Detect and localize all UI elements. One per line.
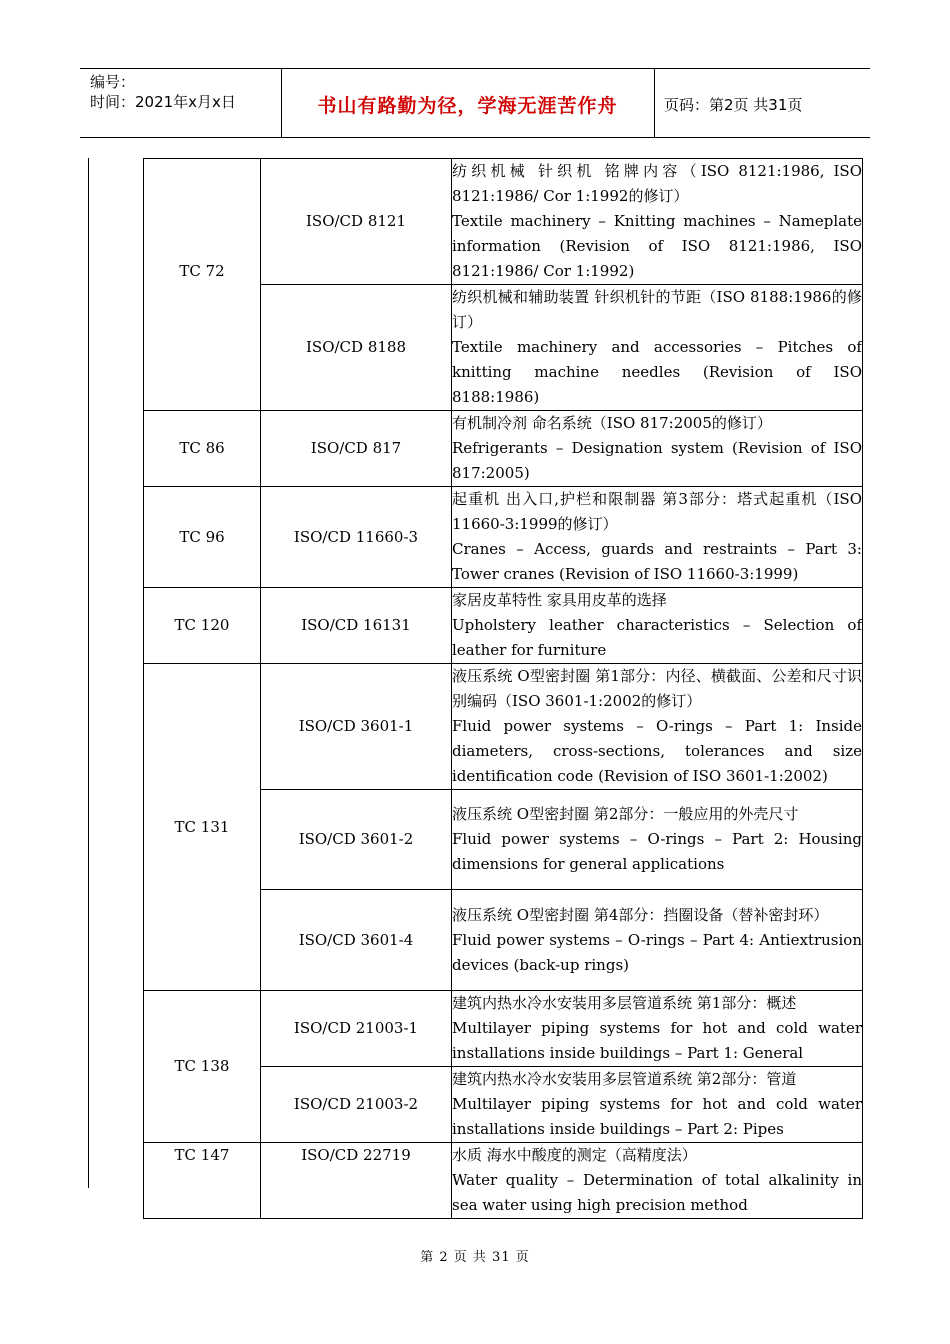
standard-number-cell: ISO/CD 8121 bbox=[261, 159, 452, 285]
title-english: Multilayer piping systems for hot and cold water installations inside buildings – Part 2: Pipes bbox=[452, 1095, 862, 1138]
table-row bbox=[144, 1143, 863, 1219]
header-page-info: 页码：第2页 共31页 bbox=[664, 96, 803, 114]
header-motto: 书山有路勤为径，学海无涯苦作舟 bbox=[317, 95, 618, 117]
title-english: Textile machinery and accessories – Pitches of knitting machine needles (Revision of ISO 8188:1986) bbox=[452, 338, 862, 406]
title-english: Water quality – Determination of total alkalinity in sea water using high precision method bbox=[452, 1171, 862, 1214]
title-chinese: 液压系统 O型密封圈 第4部分：挡圈设备（替补密封环） bbox=[452, 905, 829, 924]
tc-cell: TC 131 bbox=[144, 664, 261, 991]
standards-table bbox=[143, 158, 863, 1219]
standard-number-cell: ISO/CD 16131 bbox=[261, 588, 452, 664]
standard-number-cell: ISO/CD 3601-2 bbox=[261, 790, 452, 890]
title-chinese: 纺织机械和辅助装置 针织机针的节距（ISO 8188:1986的修订） bbox=[452, 288, 862, 331]
header-motto-cell bbox=[281, 69, 655, 137]
title-chinese: 水质 海水中酸度的测定（高精度法） bbox=[452, 1146, 697, 1164]
tc-cell: TC 96 bbox=[144, 487, 261, 588]
title-chinese: 起重机 出入口,护栏和限制器 第3部分：塔式起重机（ISO 11660-3:1999的修订） bbox=[452, 490, 862, 533]
title-english: Fluid power systems – O-rings – Part 4: Antiextrusion devices (back-up rings) bbox=[452, 930, 862, 974]
title-chinese: 建筑内热水冷水安装用多层管道系统 第2部分：管道 bbox=[452, 1070, 797, 1088]
standard-number-cell: ISO/CD 21003-2 bbox=[261, 1067, 452, 1143]
standard-number-cell: ISO/CD 21003-1 bbox=[261, 991, 452, 1067]
standard-title-cell bbox=[452, 890, 863, 991]
title-english: Textile machinery – Knitting machines – Nameplate information (Revision of ISO 8121:1986, ISO 8121:1986/ Cor 1:1992) bbox=[452, 212, 862, 280]
tc-cell: TC 72 bbox=[144, 159, 261, 411]
standard-title-cell bbox=[452, 285, 863, 411]
table-row bbox=[144, 411, 863, 487]
title-chinese: 液压系统 O型密封圈 第1部分：内径、横截面、公差和尺寸识别编码（ISO 3601-1:2002的修订） bbox=[452, 667, 862, 710]
title-english: Fluid power systems – O-rings – Part 1: Inside diameters, cross-sections, tolerances and size identification code (Revision of ISO 3601-1:2002) bbox=[452, 717, 862, 785]
standard-title-cell bbox=[452, 487, 863, 588]
title-english: Multilayer piping systems for hot and cold water installations inside buildings – Part 1: General bbox=[452, 1019, 862, 1062]
standard-title-cell bbox=[452, 588, 863, 664]
standard-number-cell: ISO/CD 22719 bbox=[261, 1143, 452, 1219]
title-chinese: 液压系统 O型密封圈 第2部分：一般应用的外壳尺寸 bbox=[452, 805, 799, 823]
table-row bbox=[144, 487, 863, 588]
table-row bbox=[144, 664, 863, 790]
tc-cell: TC 147 bbox=[144, 1143, 261, 1219]
header-meta-cell bbox=[80, 69, 282, 137]
table-row bbox=[144, 159, 863, 285]
title-chinese: 有机制冷剂 命名系统（ISO 817:2005的修订） bbox=[452, 414, 772, 432]
binding-margin-line bbox=[88, 158, 89, 1188]
standard-title-cell bbox=[452, 1143, 863, 1219]
tc-cell: TC 86 bbox=[144, 411, 261, 487]
title-english: Cranes – Access, guards and restraints – Part 3: Tower cranes (Revision of ISO 11660-3:1999) bbox=[452, 540, 862, 583]
standard-number-cell: ISO/CD 3601-4 bbox=[261, 890, 452, 991]
standard-number-cell: ISO/CD 817 bbox=[261, 411, 452, 487]
tc-cell: TC 138 bbox=[144, 991, 261, 1143]
title-english: Refrigerants – Designation system (Revision of ISO 817:2005) bbox=[452, 439, 862, 482]
title-chinese: 建筑内热水冷水安装用多层管道系统 第1部分：概述 bbox=[452, 994, 797, 1012]
standard-title-cell bbox=[452, 664, 863, 790]
standard-number-cell: ISO/CD 11660-3 bbox=[261, 487, 452, 588]
page-header bbox=[80, 68, 870, 138]
standard-title-cell bbox=[452, 159, 863, 285]
title-chinese: 纺织机械 针织机 铭牌内容（ISO 8121:1986, ISO 8121:1986/ Cor 1:1992的修订） bbox=[452, 162, 862, 205]
standard-number-cell: ISO/CD 8188 bbox=[261, 285, 452, 411]
header-time-label: 时间：2021年x月x日 bbox=[90, 93, 236, 111]
header-number-label: 编号： bbox=[90, 73, 136, 91]
standard-title-cell bbox=[452, 991, 863, 1067]
title-chinese: 家居皮革特性 家具用皮革的选择 bbox=[452, 591, 667, 609]
page-footer: 第 2 页 共 31 页 bbox=[420, 1250, 530, 1265]
title-english: Upholstery leather characteristics – Selection of leather for furniture bbox=[452, 616, 862, 659]
title-english: Fluid power systems – O-rings – Part 2: Housing dimensions for general applications bbox=[452, 830, 862, 873]
table-row bbox=[144, 588, 863, 664]
standard-title-cell bbox=[452, 790, 863, 890]
standard-title-cell bbox=[452, 411, 863, 487]
standard-number-cell: ISO/CD 3601-1 bbox=[261, 664, 452, 790]
tc-cell: TC 120 bbox=[144, 588, 261, 664]
header-page-cell bbox=[655, 69, 870, 137]
standard-title-cell bbox=[452, 1067, 863, 1143]
table-row bbox=[144, 991, 863, 1067]
